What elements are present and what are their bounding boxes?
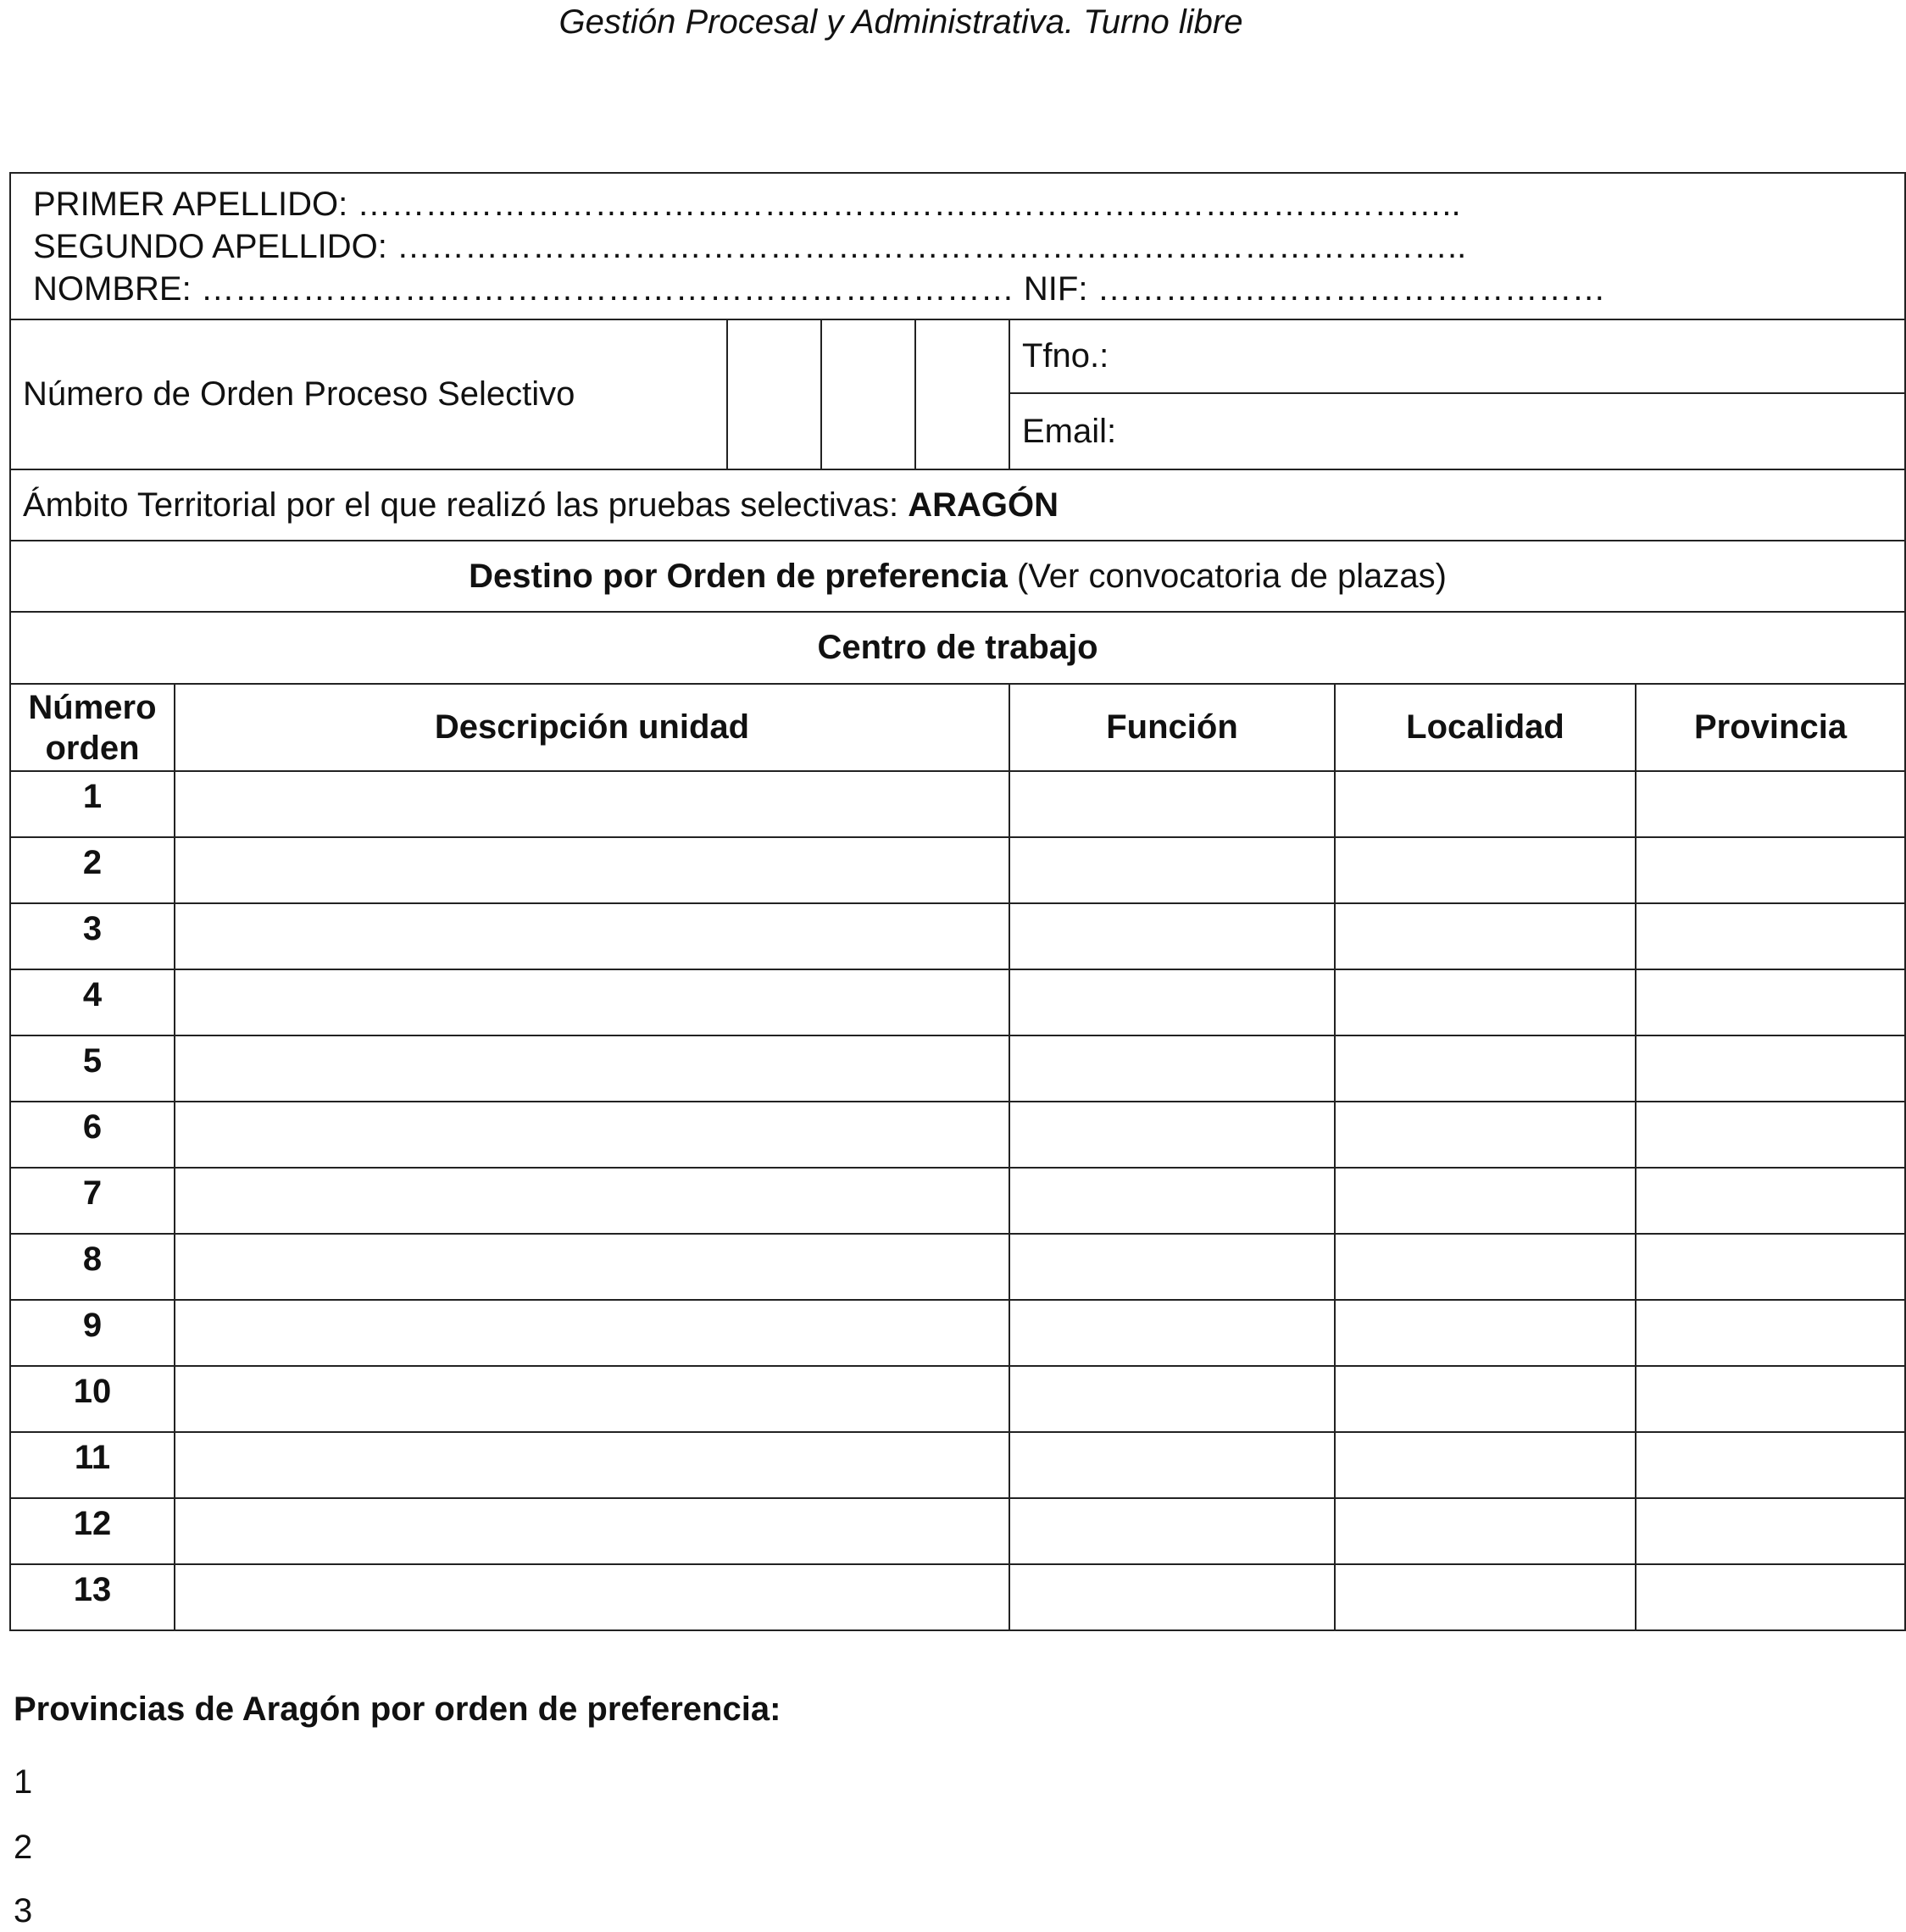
- provincia-cell[interactable]: [1636, 837, 1905, 903]
- descripcion-cell[interactable]: [175, 903, 1009, 969]
- localidad-cell[interactable]: [1335, 1102, 1636, 1168]
- funcion-cell[interactable]: [1009, 1035, 1335, 1102]
- table-row: [10, 1035, 1905, 1102]
- provincia-preference-item[interactable]: 2: [14, 1829, 33, 1866]
- provincia-cell[interactable]: [1636, 1498, 1905, 1564]
- funcion-cell[interactable]: [1009, 1366, 1335, 1432]
- table-row: [10, 1432, 1905, 1498]
- tfno-label: Tfno.:: [1022, 337, 1109, 375]
- page-title: Gestión Procesal y Administrativa. Turno libre: [558, 3, 1243, 41]
- funcion-cell[interactable]: [1009, 1432, 1335, 1498]
- localidad-cell[interactable]: [1335, 1432, 1636, 1498]
- orden-digit-box[interactable]: [821, 319, 915, 469]
- column-header-funcion: Función: [1009, 684, 1335, 771]
- row-number: 6: [10, 1102, 175, 1168]
- descripcion-cell[interactable]: [175, 1102, 1009, 1168]
- row-number: 12: [10, 1498, 175, 1564]
- centro-trabajo-header: Centro de trabajo: [10, 612, 1905, 684]
- funcion-cell[interactable]: [1009, 1102, 1335, 1168]
- provincia-cell[interactable]: [1636, 1035, 1905, 1102]
- funcion-cell[interactable]: [1009, 903, 1335, 969]
- row-number: 7: [10, 1168, 175, 1234]
- provincia-cell[interactable]: [1636, 903, 1905, 969]
- ambito-value: ARAGÓN: [908, 486, 1059, 524]
- funcion-cell[interactable]: [1009, 1498, 1335, 1564]
- primer-apellido-field[interactable]: PRIMER APELLIDO: ……………………………………………………………………………………..: [33, 185, 1461, 223]
- destino-title: Destino por Orden de preferencia: [469, 557, 1008, 595]
- provincia-preference-item[interactable]: 1: [14, 1763, 33, 1801]
- ambito-territorial-row: [10, 469, 1905, 541]
- table-row: [10, 1102, 1905, 1168]
- table-row: [10, 969, 1905, 1035]
- funcion-cell[interactable]: [1009, 771, 1335, 837]
- descripcion-cell[interactable]: [175, 1234, 1009, 1300]
- localidad-cell[interactable]: [1335, 1300, 1636, 1366]
- row-number: 2: [10, 837, 175, 903]
- descripcion-cell[interactable]: [175, 1168, 1009, 1234]
- column-header-provincia: Provincia: [1636, 684, 1905, 771]
- localidad-cell[interactable]: [1335, 1498, 1636, 1564]
- descripcion-cell[interactable]: [175, 1498, 1009, 1564]
- localidad-cell[interactable]: [1335, 903, 1636, 969]
- provincia-cell[interactable]: [1636, 1432, 1905, 1498]
- localidad-cell[interactable]: [1335, 771, 1636, 837]
- column-header-localidad: Localidad: [1335, 684, 1636, 771]
- provincia-cell[interactable]: [1636, 969, 1905, 1035]
- localidad-cell[interactable]: [1335, 1366, 1636, 1432]
- localidad-cell[interactable]: [1335, 1234, 1636, 1300]
- destino-note: (Ver convocatoria de plazas): [1007, 557, 1447, 595]
- column-header-numero-orden: Número orden: [10, 684, 175, 771]
- funcion-cell[interactable]: [1009, 969, 1335, 1035]
- provincia-cell[interactable]: [1636, 1102, 1905, 1168]
- orden-digit-box[interactable]: [915, 319, 1009, 469]
- row-number: 1: [10, 771, 175, 837]
- row-number: 8: [10, 1234, 175, 1300]
- provincias-preferencia-title: Provincias de Aragón por orden de preferencia:: [14, 1690, 781, 1728]
- descripcion-cell[interactable]: [175, 1300, 1009, 1366]
- nombre-nif-field[interactable]: NOMBRE: ……………………………………………………………… NIF: ………………………………………: [33, 269, 1606, 308]
- table-row: [10, 1300, 1905, 1366]
- provincia-cell[interactable]: [1636, 1366, 1905, 1432]
- table-row: [10, 1234, 1905, 1300]
- application-form-table: [9, 172, 1906, 1631]
- segundo-apellido-field[interactable]: SEGUNDO APELLIDO: …………………………………………………………………………………..: [33, 227, 1467, 265]
- identity-block: [10, 173, 1905, 319]
- orden-proceso-label: Número de Orden Proceso Selectivo: [10, 319, 727, 469]
- localidad-cell[interactable]: [1335, 969, 1636, 1035]
- orden-digit-box[interactable]: [727, 319, 821, 469]
- row-number: 13: [10, 1564, 175, 1630]
- table-row: [10, 771, 1905, 837]
- table-row: [10, 837, 1905, 903]
- localidad-cell[interactable]: [1335, 1035, 1636, 1102]
- row-number: 3: [10, 903, 175, 969]
- localidad-cell[interactable]: [1335, 837, 1636, 903]
- funcion-cell[interactable]: [1009, 1564, 1335, 1630]
- table-row: [10, 1564, 1905, 1630]
- table-row: [10, 1498, 1905, 1564]
- row-number: 11: [10, 1432, 175, 1498]
- table-row: [10, 903, 1905, 969]
- funcion-cell[interactable]: [1009, 1168, 1335, 1234]
- descripcion-cell[interactable]: [175, 837, 1009, 903]
- localidad-cell[interactable]: [1335, 1168, 1636, 1234]
- descripcion-cell[interactable]: [175, 969, 1009, 1035]
- descripcion-cell[interactable]: [175, 1564, 1009, 1630]
- funcion-cell[interactable]: [1009, 1234, 1335, 1300]
- email-label: Email:: [1022, 412, 1117, 450]
- localidad-cell[interactable]: [1335, 1564, 1636, 1630]
- provincia-preference-item[interactable]: 3: [14, 1892, 33, 1929]
- destino-header: [10, 541, 1905, 612]
- funcion-cell[interactable]: [1009, 1300, 1335, 1366]
- email-field[interactable]: [1009, 393, 1905, 469]
- tfno-field[interactable]: [1009, 319, 1905, 393]
- table-row: [10, 1168, 1905, 1234]
- provincia-cell[interactable]: [1636, 1234, 1905, 1300]
- ambito-label: Ámbito Territorial por el que realizó las pruebas selectivas:: [23, 486, 909, 524]
- provincia-cell[interactable]: [1636, 1300, 1905, 1366]
- descripcion-cell[interactable]: [175, 771, 1009, 837]
- provincia-cell[interactable]: [1636, 1168, 1905, 1234]
- row-number: 10: [10, 1366, 175, 1432]
- provincia-cell[interactable]: [1636, 1564, 1905, 1630]
- row-number: 4: [10, 969, 175, 1035]
- row-number: 5: [10, 1035, 175, 1102]
- row-number: 9: [10, 1300, 175, 1366]
- descripcion-cell[interactable]: [175, 1432, 1009, 1498]
- descripcion-cell[interactable]: [175, 1035, 1009, 1102]
- funcion-cell[interactable]: [1009, 837, 1335, 903]
- column-header-descripcion: Descripción unidad: [175, 684, 1009, 771]
- provincia-cell[interactable]: [1636, 771, 1905, 837]
- table-row: [10, 1366, 1905, 1432]
- descripcion-cell[interactable]: [175, 1366, 1009, 1432]
